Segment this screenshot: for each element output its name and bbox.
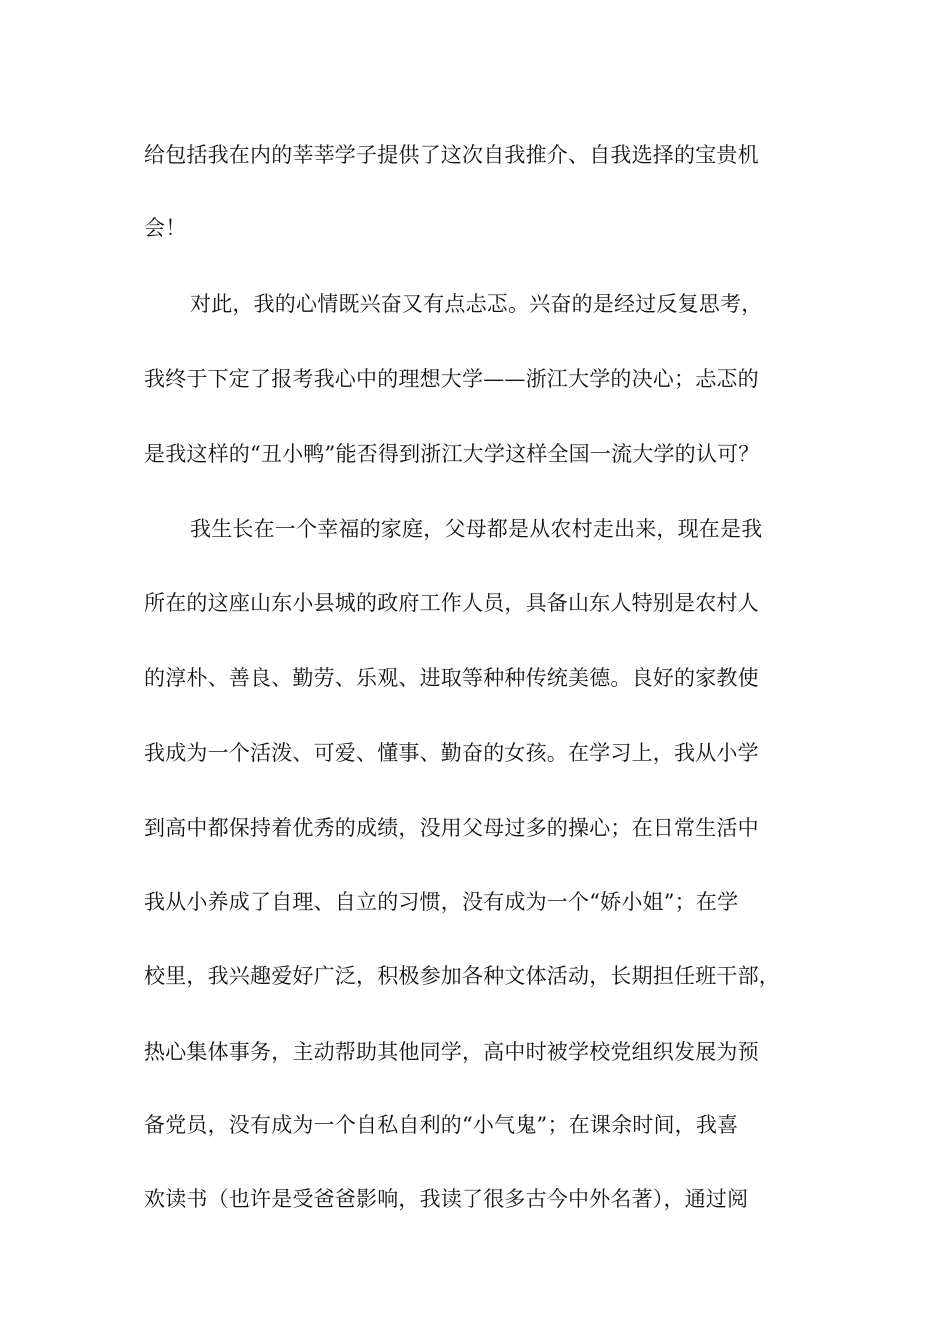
text-line: 会！ <box>144 216 187 240</box>
text-line: 热心集体事务，主动帮助其他同学，高中时被学校党组织发展为预 <box>144 1040 759 1064</box>
paragraph-start-line: 对此，我的心情既兴奋又有点忐忑。兴奋的是经过反复思考， <box>190 292 763 316</box>
text-line: 校里，我兴趣爱好广泛，积极参加各种文体活动，长期担任班干部， <box>144 964 780 988</box>
text-line: 我成为一个活泼、可爱、懂事、勤奋的女孩。在学习上，我从小学 <box>144 741 759 765</box>
text-line: 欢读书（也许是受爸爸影响，我读了很多古今中外名著），通过阅 <box>144 1187 749 1211</box>
text-line: 给包括我在内的莘莘学子提供了这次自我推介、自我选择的宝贵机 <box>144 143 759 167</box>
text-line: 备党员，没有成为一个自私自利的“小气鬼”；在课余时间，我喜 <box>144 1113 739 1137</box>
paragraph-start-line: 我生长在一个幸福的家庭，父母都是从农村走出来，现在是我 <box>190 517 763 541</box>
text-line: 我从小养成了自理、自立的习惯，没有成为一个“娇小姐”；在学 <box>144 890 739 914</box>
text-line: 所在的这座山东小县城的政府工作人员，具备山东人特别是农村人 <box>144 591 759 615</box>
text-line: 到高中都保持着优秀的成绩，没用父母过多的操心；在日常生活中 <box>144 816 759 840</box>
text-line: 是我这样的“丑小鸭”能否得到浙江大学这样全国一流大学的认可？ <box>144 442 760 466</box>
text-line: 的淳朴、善良、勤劳、乐观、进取等种种传统美德。良好的家教使 <box>144 666 759 690</box>
text-line: 我终于下定了报考我心中的理想大学——浙江大学的决心；忐忑的 <box>144 367 759 391</box>
